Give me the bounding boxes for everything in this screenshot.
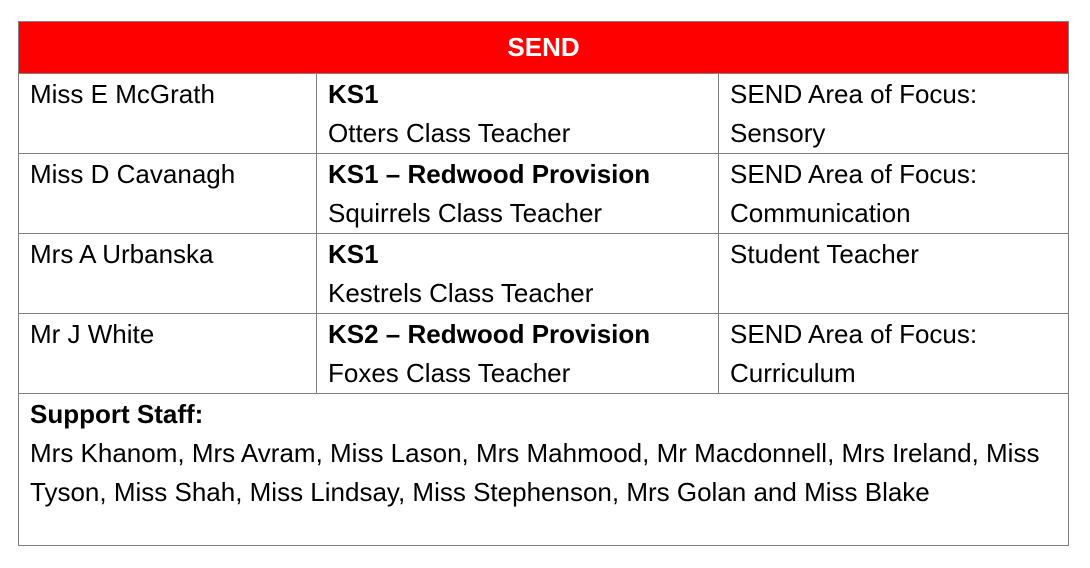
table-row (19, 234, 1069, 314)
staff-name: Mr J White (19, 314, 317, 394)
focus-label: SEND Area of Focus: (730, 159, 978, 189)
table-header-row (19, 22, 1069, 74)
table-row (19, 154, 1069, 234)
support-staff-names: Mrs Khanom, Mrs Avram, Miss Lason, Mrs Mahmood, Mr Macdonnell, Mrs Ireland, Miss Tyson, Miss Shah, Miss Lindsay, Miss Stephenson, Mrs Golan and Miss Blake (30, 438, 1040, 507)
focus-label: Student Teacher (730, 239, 919, 269)
support-staff-cell (19, 394, 1069, 546)
staff-stage-cell (317, 154, 719, 234)
table-row (19, 314, 1069, 394)
key-stage: KS1 (328, 79, 379, 109)
key-stage: KS1 – Redwood Provision (328, 159, 651, 189)
staff-stage-cell (317, 314, 719, 394)
send-staff-table (18, 21, 1069, 546)
focus-label: SEND Area of Focus: (730, 79, 978, 109)
staff-focus-cell (719, 154, 1069, 234)
table-title: SEND (19, 22, 1069, 74)
class-role: Squirrels Class Teacher (328, 198, 603, 228)
focus-label: SEND Area of Focus: (730, 319, 978, 349)
staff-name: Miss D Cavanagh (19, 154, 317, 234)
table-row (19, 74, 1069, 154)
key-stage: KS1 (328, 239, 379, 269)
focus-area: Communication (730, 198, 911, 228)
staff-name: Mrs A Urbanska (19, 234, 317, 314)
focus-area: Curriculum (730, 358, 856, 388)
staff-stage-cell (317, 234, 719, 314)
staff-stage-cell (317, 74, 719, 154)
staff-name: Miss E McGrath (19, 74, 317, 154)
staff-focus-cell (719, 74, 1069, 154)
staff-focus-cell (719, 234, 1069, 314)
support-staff-heading: Support Staff: (30, 399, 204, 429)
key-stage: KS2 – Redwood Provision (328, 319, 651, 349)
staff-focus-cell (719, 314, 1069, 394)
support-staff-row (19, 394, 1069, 546)
class-role: Otters Class Teacher (328, 118, 571, 148)
focus-area: Sensory (730, 118, 826, 148)
class-role: Foxes Class Teacher (328, 358, 571, 388)
class-role: Kestrels Class Teacher (328, 278, 594, 308)
